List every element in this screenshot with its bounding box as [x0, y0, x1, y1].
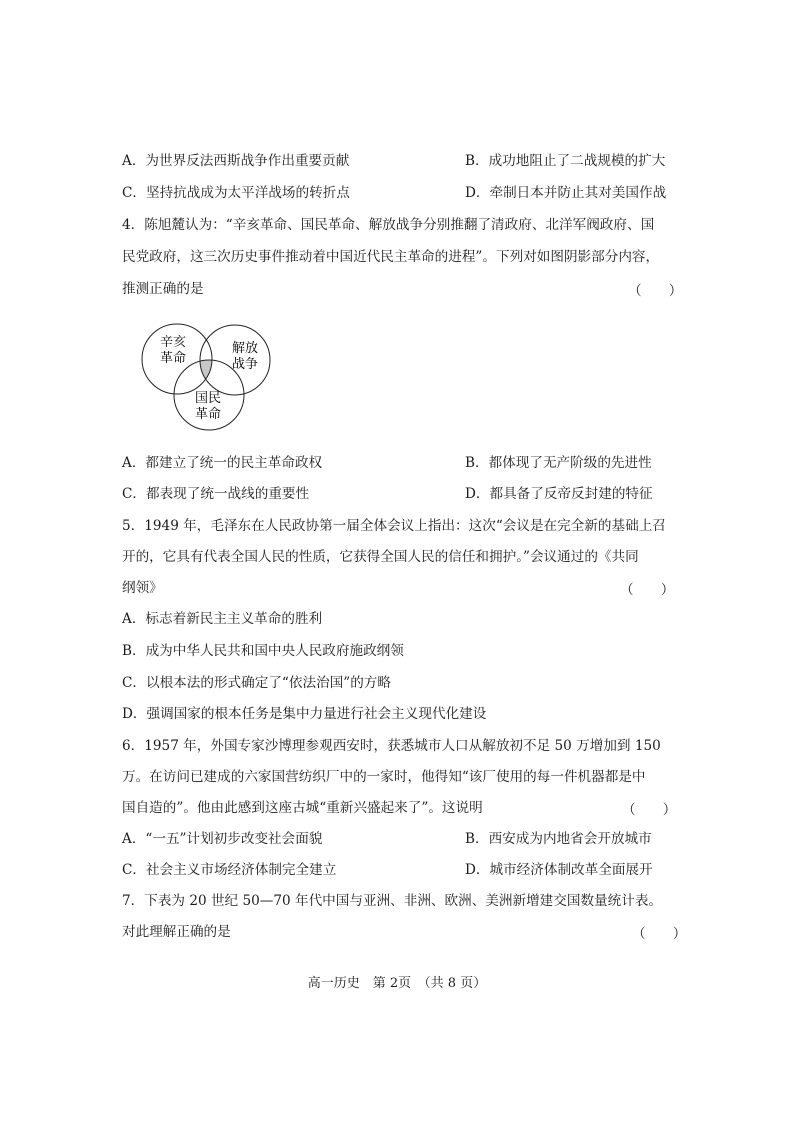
q4-option-b: B．都体现了无产阶级的先进性 [465, 455, 652, 471]
q7-stem-line1: 7．下表为 20 世纪 50—70 年代中国与亚洲、非洲、欧洲、美洲新增建交国数量统计表。 [122, 893, 663, 909]
q6-answer-paren: （ ） [622, 802, 677, 818]
q5-stem-line2: 开的，它具有代表全国人民的性质，它获得全国人民的信任和拥护。”会议通过的《共同 [122, 549, 639, 565]
q5-option-b: B．成为中华人民共和国中央人民政府施政纲领 [122, 643, 404, 659]
q3-option-d: D．牵制日本并防止其对美国作战 [465, 185, 667, 201]
venn-label-c2-l2: 战争 [231, 357, 259, 372]
q6-option-b: B．西安成为内地省会开放城市 [465, 831, 652, 847]
q7-stem-line2: 对此理解正确的是 [122, 924, 231, 940]
venn-diagram [135, 322, 285, 432]
q3-option-b: B．成功地阻止了二战规模的扩大 [465, 153, 666, 169]
q6-stem-line3: 国自造的”。他由此感到这座古城“重新兴盛起来了”。这说明 [122, 800, 483, 816]
q5-answer-paren: （ ） [620, 582, 675, 598]
q6-stem-line2: 万。在访问已建成的六家国营纺织厂中的一家时，他得知“该厂使用的每一件机器都是中 [122, 769, 646, 785]
q6-option-c: C．社会主义市场经济体制完全建立 [122, 862, 337, 878]
q4-stem-line1: 4．陈旭麓认为：“辛亥革命、国民革命、解放战争分别推翻了清政府、北洋军阀政府、国 [122, 217, 655, 233]
venn-label-c2-l1: 解放 [231, 341, 259, 356]
q7-answer-paren: （ ） [632, 926, 687, 942]
q4-option-d: D．都具备了反帝反封建的特征 [465, 486, 653, 502]
q5-option-d: D．强调国家的根本任务是集中力量进行社会主义现代化建设 [122, 706, 487, 722]
venn-label-c3-l2: 革命 [194, 407, 222, 422]
q4-option-c: C．都表现了统一战线的重要性 [122, 486, 310, 502]
page-footer: 高一历史 第 2页 （共 8 页） [307, 976, 487, 991]
q4-option-a: A．都建立了统一的民主革命政权 [122, 455, 323, 471]
q5-option-a: A．标志着新民主主义革命的胜利 [122, 611, 323, 627]
q3-option-c: C．坚持抗战成为太平洋战场的转折点 [122, 185, 350, 201]
q4-stem-line3: 推测正确的是 [122, 281, 204, 297]
q6-option-a: A．“一五”计划初步改变社会面貌 [122, 831, 323, 847]
q6-stem-line1: 6．1957 年，外国专家沙博理参观西安时，获悉城市人口从解放初不足 50 万增加到 150 [122, 738, 661, 754]
q4-answer-paren: （ ） [628, 283, 683, 299]
q5-stem-line1: 5．1949 年，毛泽东在人民政协第一届全体会议上指出：这次“会议是在完全新的基础上召 [122, 518, 666, 534]
q3-option-a: A．为世界反法西斯战争作出重要贡献 [122, 153, 350, 169]
q5-stem-line3: 纲领》 [122, 580, 163, 596]
venn-label-c1-l1: 辛亥 [159, 335, 187, 350]
venn-label-c1-l2: 革命 [159, 351, 187, 366]
q5-option-c: C．以根本法的形式确定了“依法治国”的方略 [122, 675, 391, 691]
venn-label-c3-l1: 国民 [194, 391, 222, 406]
q4-stem-line2: 民党政府，这三次历史事件推动着中国近代民主革命的进程”。下列对如图阴影部分内容， [122, 249, 660, 265]
q6-option-d: D．城市经济体制改革全面展开 [465, 862, 653, 878]
